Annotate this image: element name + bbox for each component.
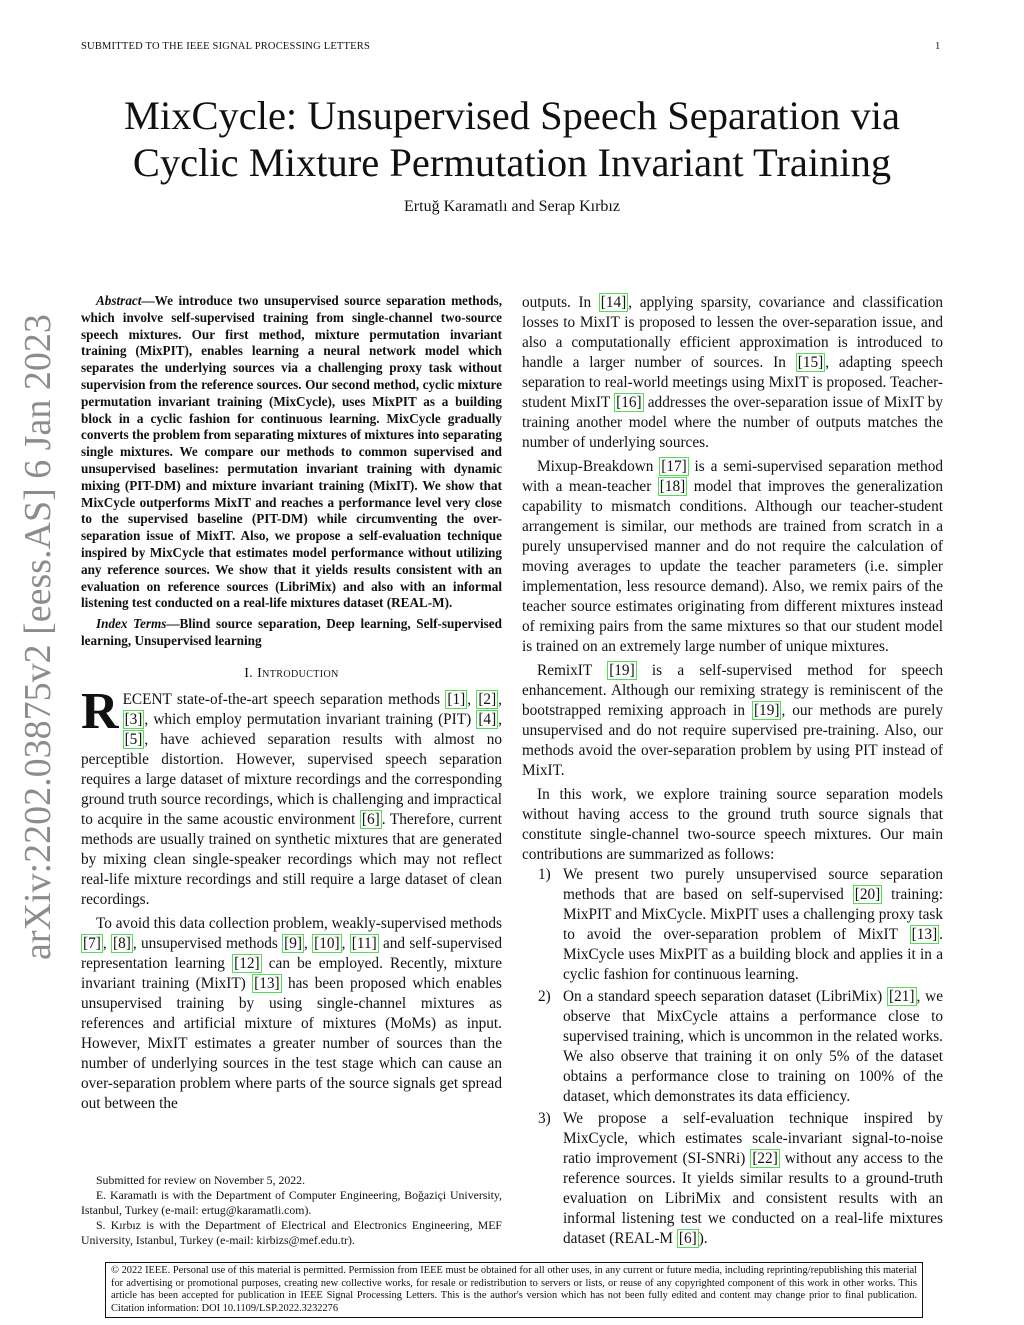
citation-link[interactable]: [8] — [112, 934, 131, 952]
citation-link[interactable]: [4] — [478, 710, 497, 728]
citation-link[interactable]: [6] — [361, 810, 380, 828]
arxiv-identifier: arXiv:2202.03875v2 [eess.AS] 6 Jan 2023 — [17, 314, 59, 960]
citation-link[interactable]: [7] — [83, 934, 101, 952]
paper-title — [80, 92, 944, 186]
title-line-2: Cyclic Mixture Permutation Invariant Training — [132, 140, 892, 185]
citation-link[interactable]: [11] — [351, 934, 377, 952]
citation-link[interactable]: [1] — [447, 690, 466, 708]
footnote-author-1: E. Karamatlı is with the Department of Computer Engineering, Boğaziçi University, Istanbul, Turkey (e-mail: ertug@karamatli.com). — [81, 1188, 502, 1217]
abstract-text: We introduce two unsupervised source separation methods, which involve self-supervised training from single-channel two-source speech mixtures. Our first method, mixture permutation invariant training (MixPIT), enables learning a neural network model which separates the underlying sources via a challenging proxy task without supervision from the reference sources. Our second method, cyclic mixture permutation invariant training (MixCycle), uses MixPIT as a building block in a cyclic fashion for continuous learning. MixCycle gradually converts the problem from separating mixtures of mixtures into separating single mixtures. We compare our methods to common supervised and unsupervised baselines: permutation invariant training with dynamic mixing (PIT-DM) and mixture invariant training (MixIT). We show that MixCycle outperforms MixIT and reaches a performance level very close to the supervised baseline (PIT-DM) while circumventing the over-separation issue of MixIT. Also, we propose a self-evaluation technique inspired by MixCycle that estimates model performance without utilizing any reference sources. We show that it yields results consistent with an evaluation on reference sources (LibriMix) and also with an informal listening test conducted on a real-life mixtures dataset (REAL-M). — [81, 293, 502, 611]
citation-link[interactable]: [9] — [284, 934, 302, 952]
citation-link[interactable]: [19] — [609, 662, 635, 679]
right-paragraph-2: Mixup-Breakdown [17] is a semi-supervised separation method with a mean-teacher [18] model that improves the generalization capability to mismatch conditions. Although our teacher-student arrangement is similar, our methods are trained from scratch in a purely unsupervised manner and do not require the calculation of moving averages to update the teacher parameters (i.e. simpler implementation, less resource demand). Also, we remix pairs of the teacher source estimates originating from different mixtures instead of remixing pairs from the same mixtures so that our student model is trained on an extremely large number of unique mixtures. — [522, 458, 943, 655]
section-heading: I. Introduction — [244, 665, 339, 681]
right-paragraph-4: In this work, we explore training source separation models without having access to the ground truth source signals that constitute single-channel two-source speech mixtures. Our main contributions are summarized as follows: — [522, 786, 943, 863]
right-column — [522, 293, 943, 1249]
contributions-list — [522, 865, 943, 1249]
citation-link[interactable]: [19] — [753, 702, 780, 719]
citation-link[interactable]: [18] — [659, 478, 686, 495]
title-line-1: MixCycle: Unsupervised Speech Separation via — [123, 93, 901, 138]
index-terms: Index Terms—Blind source separation, Deep learning, Self-supervised learning, Unsupervised learning — [81, 616, 502, 648]
citation-link[interactable]: [6] — [678, 1230, 697, 1247]
citation-link[interactable]: [22] — [752, 1150, 778, 1167]
citation-link[interactable]: [17] — [661, 458, 687, 475]
citation-link[interactable]: [13] — [911, 926, 938, 943]
footnote-author-2: S. Kırbız is with the Department of Electrical and Electronics Engineering, MEF University, Istanbul, Turkey (e-mail: kirbizs@mef.edu.tr). — [81, 1218, 502, 1247]
citation-link[interactable]: [14] — [600, 294, 627, 311]
citation-link[interactable]: [21] — [889, 988, 915, 1005]
running-header: SUBMITTED TO THE IEEE SIGNAL PROCESSING LETTERS — [81, 41, 371, 52]
citation-link[interactable]: [16] — [616, 394, 642, 411]
list-item: 3) We propose a self-evaluation technique inspired by MixCycle, which estimates scale-invariant signal-to-noise ratio improvement (SI-SNRi) [22] without any access to the reference sources. It yields similar results to a ground-truth evaluation on LibriMix and consistent results with an informal listening test we conducted on a real-life mixtures dataset (REAL-M [6] ). — [538, 1110, 943, 1247]
citation-link[interactable]: [5] — [124, 730, 143, 748]
citation-link[interactable]: [13] — [254, 974, 280, 992]
citation-link[interactable]: [2] — [478, 690, 497, 708]
copyright-notice: © 2022 IEEE. Personal use of this material is permitted. Permission from IEEE must be obtained for all other uses, in any current or future media, including reprinting/republishing this material for advertising or promotional purposes, creating new collective works, for resale or redistribution to servers or lists, or reuse of any copyrighted component of this work in other works. This article has been accepted for publication in IEEE Signal Processing Letters. This is the author's version which has not been fully edited and content may change prior to final publication. Citation information: DOI 10.1109/LSP.2022.3232276 — [105, 1262, 923, 1318]
abstract: Abstract—We introduce two unsupervised source separation methods, which involve self-supervised training from single-channel two-source speech mixtures. Our first method, mixture permutation invariant training (MixPIT), enables learning a neural network model which separates the underlying sources via a challenging proxy task without supervision from the reference sources. Our second method, cyclic mixture permutation invariant training (MixCycle), uses MixPIT as a building block in a cyclic fashion for continuous learning. MixCycle gradually converts the problem from separating mixtures of mixtures into separating single mixtures. We compare our methods to common supervised and unsupervised baselines: permutation invariant training with dynamic mixing (PIT-DM) and mixture invariant training (MixIT). We show that MixCycle outperforms MixIT and reaches a performance level very close to the supervised baseline (PIT-DM) while circumventing the over-separation issue of MixIT. Also, we propose a self-evaluation technique inspired by MixCycle that estimates model performance without utilizing any reference sources. We show that it yields results consistent with an evaluation on reference sources (LibriMix) and also with an informal listening test conducted on a real-life mixtures dataset (REAL-M). — [81, 293, 502, 611]
citation-link[interactable]: [20] — [854, 886, 881, 903]
authors: Ertuğ Karamatlı and Serap Kırbız — [404, 198, 620, 215]
left-column — [81, 293, 502, 1114]
intro-paragraph-2: To avoid this data collection problem, weakly-supervised methods [7] , [8] , unsupervised methods [9] , [10] , [11] and self-supervised representation learning [12] can be employed. Recently, mixture invariant training (MixIT) [13] has been proposed which enables unsupervised training by using single-channel mixtures as references and artificial mixture of mixtures (MoMs) as input. However, MixIT estimates a greater number of sources than the number of underlying sources in the test stage which can cause an over-separation problem where parts of the source signals get spread out between the — [81, 914, 503, 1112]
drop-cap: R — [81, 682, 119, 740]
index-terms-text: Blind source separation, Deep learning, Self-supervised learning, Unsupervised learning — [81, 616, 502, 648]
abstract-label: Abstract — [96, 293, 142, 308]
intro-paragraph-1: RECENT state-of-the-art speech separation methods [1] , [2] , [3] , which employ permutation invariant training (PIT) [4] , [5] , have achieved separation results with almost no perceptible distortion. However, supervised speech separation requires a large dataset of mixture recordings and the corresponding ground truth source recordings, which is challenging and impractical to acquire in the same acoustic environment [6] . Therefore, current methods are usually trained on synthetic mixtures that are generated by mixing clean single-speaker recordings which may not reflect real-life mixture recordings and still require a large dataset of clean recordings. — [81, 682, 502, 908]
citation-link[interactable]: [12] — [234, 954, 260, 972]
right-paragraph-3: RemixIT [19] is a self-supervised method for speech enhancement. Although our remixing strategy is reminiscent of the bootstrapped remixing approach in [19] , our methods are purely unsupervised and do not require supervised pre-training. Also, our methods avoid the over-separation problem by using PIT instead of MixIT. — [522, 662, 943, 779]
right-paragraph-1: outputs. In [14] , applying sparsity, covariance and classification losses to MixIT is proposed to lessen the over-separation issue, and also a computationally efficient approximation is introduced to handle a larger number of sources. In [15] , adapting speech separation to real-world meetings using MixIT is proposed. Teacher-student MixIT [16] addresses the over-separation issue of MixIT by training another model where the number of outputs matches the number of underlying sources. — [522, 294, 944, 451]
footnote-submitted: Submitted for review on November 5, 2022. — [96, 1173, 306, 1187]
list-item: 2) On a standard speech separation dataset (LibriMix) [21] , we observe that MixCycle attains a performance close to supervised training, which is uncommon in the related works. We also observe that training it on only 5% of the dataset obtains a performance close to training on 100% of the dataset, which demonstrates its data efficiency. — [538, 988, 943, 1105]
index-terms-label: Index Terms — [96, 616, 167, 632]
page-number: 1 — [935, 41, 941, 52]
citation-link[interactable]: [15] — [797, 354, 824, 371]
citation-link[interactable]: [10] — [314, 934, 340, 952]
list-item: 1) We present two purely unsupervised source separation methods that are based on self-supervised [20] training: MixPIT and MixCycle. MixPIT uses a challenging proxy task to avoid the over-separation problem of MixIT [13] . MixCycle uses MixPIT as a building block and applies it in a cyclic fashion for continuous learning. — [538, 866, 944, 983]
footnotes — [81, 1173, 502, 1248]
citation-link[interactable]: [3] — [124, 710, 143, 728]
